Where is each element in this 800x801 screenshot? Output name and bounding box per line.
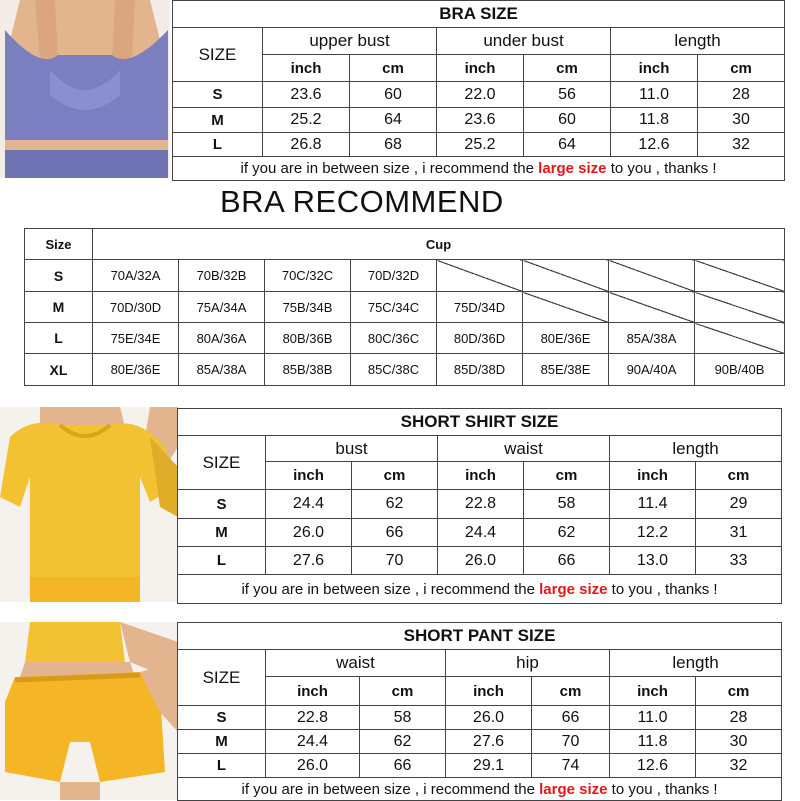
table-cell: 22.8 xyxy=(266,706,360,730)
unit-header: cm xyxy=(524,55,611,82)
group-header: length xyxy=(610,436,782,462)
table-cell: 32 xyxy=(696,754,782,778)
cup-cell: 70D/32D xyxy=(351,260,437,292)
table-cell: 58 xyxy=(524,490,610,519)
bra-size-table xyxy=(172,0,785,181)
table-cell: 12.2 xyxy=(610,519,696,547)
table-cell: 58 xyxy=(360,706,446,730)
note-text: to you , thanks ! xyxy=(607,580,718,598)
table-cell: 66 xyxy=(524,547,610,575)
table-cell: 70 xyxy=(532,730,610,754)
group-header: length xyxy=(611,28,785,55)
table-cell: 74 xyxy=(532,754,610,778)
short-pant-title: SHORT PANT SIZE xyxy=(178,623,782,650)
empty-cup-cell xyxy=(437,260,523,292)
table-row xyxy=(25,260,785,292)
cup-cell: 85A/38A xyxy=(609,323,695,354)
cup-cell: 85D/38D xyxy=(437,354,523,386)
short-pant-size-table xyxy=(177,622,782,801)
table-cell: 64 xyxy=(350,108,437,133)
table-row xyxy=(178,754,782,778)
cup-cell: 80E/36E xyxy=(93,354,179,386)
group-header: waist xyxy=(266,650,446,677)
group-header: hip xyxy=(446,650,610,677)
short-shirt-title: SHORT SHIRT SIZE xyxy=(178,409,782,436)
unit-header: cm xyxy=(350,55,437,82)
table-cell: 62 xyxy=(360,730,446,754)
table-cell: 25.2 xyxy=(437,133,524,157)
table-row xyxy=(173,133,785,157)
unit-header: inch xyxy=(437,55,524,82)
table-cell: 22.8 xyxy=(438,490,524,519)
table-cell: 32 xyxy=(698,133,785,157)
table-cell: 22.0 xyxy=(437,82,524,108)
table-cell: 26.8 xyxy=(263,133,350,157)
table-cell: 66 xyxy=(360,754,446,778)
cup-cell: 85B/38B xyxy=(265,354,351,386)
group-header: under bust xyxy=(437,28,611,55)
bra-product-photo xyxy=(0,0,170,178)
table-cell: 62 xyxy=(524,519,610,547)
table-cell: 23.6 xyxy=(437,108,524,133)
bra-recommend-table xyxy=(24,228,785,386)
unit-header: cm xyxy=(524,462,610,490)
table-row xyxy=(178,706,782,730)
size-label: M xyxy=(178,730,266,754)
unit-header: cm xyxy=(532,677,610,706)
unit-header: cm xyxy=(696,677,782,706)
cup-cell: 70B/32B xyxy=(179,260,265,292)
unit-header: cm xyxy=(698,55,785,82)
empty-cup-cell xyxy=(695,292,785,323)
size-column-header: Size xyxy=(25,229,93,260)
table-row xyxy=(178,730,782,754)
table-row xyxy=(25,292,785,323)
table-cell: 26.0 xyxy=(266,754,360,778)
cup-cell: 80D/36D xyxy=(437,323,523,354)
cup-cell: 70D/30D xyxy=(93,292,179,323)
table-cell: 30 xyxy=(696,730,782,754)
large-size-highlight: large size xyxy=(539,580,608,598)
table-row xyxy=(178,547,782,575)
short-shirt-product-photo xyxy=(0,407,178,602)
table-cell: 28 xyxy=(696,706,782,730)
cup-cell: 80A/36A xyxy=(179,323,265,354)
large-size-highlight: large size xyxy=(539,780,608,798)
table-cell: 56 xyxy=(524,82,611,108)
group-header: waist xyxy=(438,436,610,462)
table-cell: 11.8 xyxy=(611,108,698,133)
size-advice-note xyxy=(178,778,782,801)
table-cell: 60 xyxy=(524,108,611,133)
table-cell: 24.4 xyxy=(438,519,524,547)
size-label: L xyxy=(178,547,266,575)
unit-header: inch xyxy=(266,677,360,706)
size-column-header: SIZE xyxy=(178,650,266,706)
note-text: if you are in between size , i recommend the xyxy=(241,580,540,598)
size-label: L xyxy=(25,323,93,354)
cup-cell: 75A/34A xyxy=(179,292,265,323)
table-row xyxy=(25,323,785,354)
unit-header: cm xyxy=(352,462,438,490)
size-label: M xyxy=(173,108,263,133)
unit-header: inch xyxy=(611,55,698,82)
table-cell: 24.4 xyxy=(266,490,352,519)
empty-cup-cell xyxy=(695,260,785,292)
bra-size-title: BRA SIZE xyxy=(173,1,785,28)
cup-cell: 70A/32A xyxy=(93,260,179,292)
table-row xyxy=(178,519,782,547)
unit-header: cm xyxy=(696,462,782,490)
table-cell: 29.1 xyxy=(446,754,532,778)
cup-column-header: Cup xyxy=(93,229,785,260)
table-row xyxy=(25,354,785,386)
unit-header: inch xyxy=(266,462,352,490)
cup-cell: 75E/34E xyxy=(93,323,179,354)
large-size-highlight: large size xyxy=(538,160,607,177)
table-cell: 24.4 xyxy=(266,730,360,754)
table-cell: 30 xyxy=(698,108,785,133)
size-column-header: SIZE xyxy=(173,28,263,82)
table-cell: 33 xyxy=(696,547,782,575)
size-label: S xyxy=(178,490,266,519)
cup-cell: 70C/32C xyxy=(265,260,351,292)
table-cell: 26.0 xyxy=(438,547,524,575)
empty-cup-cell xyxy=(523,292,609,323)
table-cell: 11.0 xyxy=(610,706,696,730)
size-label: XL xyxy=(25,354,93,386)
unit-header: inch xyxy=(610,462,696,490)
table-cell: 70 xyxy=(352,547,438,575)
table-cell: 26.0 xyxy=(266,519,352,547)
table-row xyxy=(173,108,785,133)
table-cell: 12.6 xyxy=(611,133,698,157)
cup-cell: 80C/36C xyxy=(351,323,437,354)
note-text: to you , thanks ! xyxy=(607,780,718,798)
group-header: upper bust xyxy=(263,28,437,55)
cup-cell: 75B/34B xyxy=(265,292,351,323)
cup-cell: 80B/36B xyxy=(265,323,351,354)
empty-cup-cell xyxy=(609,260,695,292)
table-cell: 12.6 xyxy=(610,754,696,778)
cup-cell: 85A/38A xyxy=(179,354,265,386)
short-shirt-size-table xyxy=(177,408,782,604)
size-label: L xyxy=(178,754,266,778)
table-cell: 13.0 xyxy=(610,547,696,575)
cup-cell: 85C/38C xyxy=(351,354,437,386)
table-cell: 60 xyxy=(350,82,437,108)
note-text: if you are in between size , i recommend the xyxy=(240,160,539,177)
unit-header: inch xyxy=(610,677,696,706)
table-cell: 29 xyxy=(696,490,782,519)
empty-cup-cell xyxy=(695,323,785,354)
table-cell: 62 xyxy=(352,490,438,519)
table-row xyxy=(178,490,782,519)
size-advice-note xyxy=(178,575,782,604)
size-label: S xyxy=(25,260,93,292)
size-advice-note xyxy=(173,157,785,181)
table-cell: 66 xyxy=(352,519,438,547)
cup-cell: 85E/38E xyxy=(523,354,609,386)
table-cell: 31 xyxy=(696,519,782,547)
table-cell: 64 xyxy=(524,133,611,157)
note-text: to you , thanks ! xyxy=(606,160,717,177)
note-text: if you are in between size , i recommend the xyxy=(241,780,540,798)
table-cell: 68 xyxy=(350,133,437,157)
table-cell: 25.2 xyxy=(263,108,350,133)
size-label: M xyxy=(25,292,93,323)
group-header: bust xyxy=(266,436,438,462)
size-label: S xyxy=(173,82,263,108)
table-cell: 11.4 xyxy=(610,490,696,519)
unit-header: inch xyxy=(263,55,350,82)
table-cell: 11.8 xyxy=(610,730,696,754)
size-label: L xyxy=(173,133,263,157)
unit-header: inch xyxy=(446,677,532,706)
table-row xyxy=(173,82,785,108)
table-cell: 11.0 xyxy=(611,82,698,108)
size-column-header: SIZE xyxy=(178,436,266,490)
empty-cup-cell xyxy=(609,292,695,323)
size-label: M xyxy=(178,519,266,547)
cup-cell: 75C/34C xyxy=(351,292,437,323)
table-cell: 23.6 xyxy=(263,82,350,108)
table-cell: 26.0 xyxy=(446,706,532,730)
cup-cell: 90B/40B xyxy=(695,354,785,386)
table-cell: 66 xyxy=(532,706,610,730)
group-header: length xyxy=(610,650,782,677)
table-cell: 27.6 xyxy=(266,547,352,575)
table-cell: 27.6 xyxy=(446,730,532,754)
cup-cell: 90A/40A xyxy=(609,354,695,386)
cup-cell: 75D/34D xyxy=(437,292,523,323)
unit-header: cm xyxy=(360,677,446,706)
table-cell: 28 xyxy=(698,82,785,108)
unit-header: inch xyxy=(438,462,524,490)
bra-recommend-title: BRA RECOMMEND xyxy=(220,184,504,219)
empty-cup-cell xyxy=(523,260,609,292)
cup-cell: 80E/36E xyxy=(523,323,609,354)
size-label: S xyxy=(178,706,266,730)
short-pant-product-photo xyxy=(0,622,178,800)
